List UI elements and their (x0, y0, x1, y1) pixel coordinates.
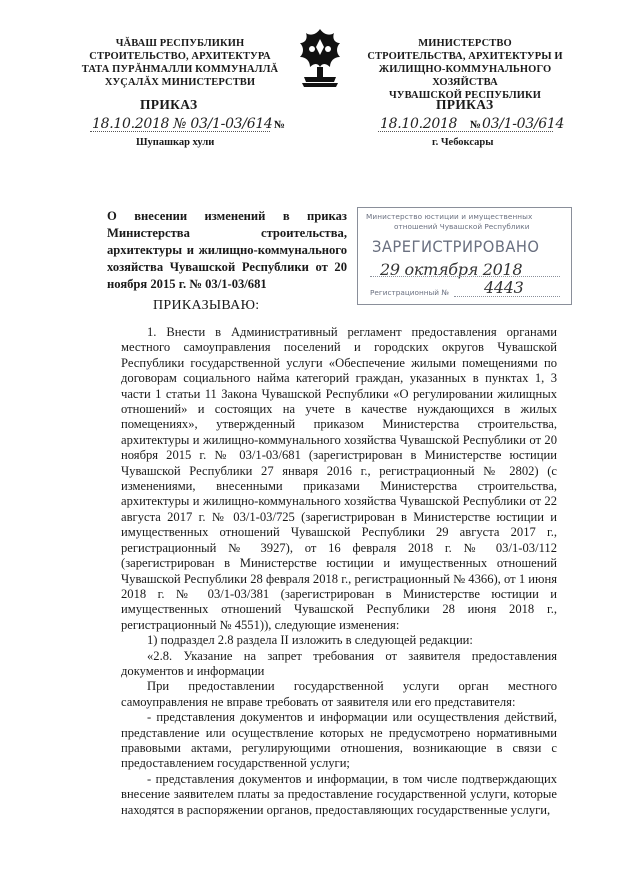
right-org-name (345, 37, 585, 102)
right-doc-type: ПРИКАЗ (436, 97, 494, 112)
stamp-date-handwritten: 29 октября 2018 (380, 260, 523, 279)
right-org-line-4: ЧУВАШСКОЙ РЕСПУБЛИКИ (388, 90, 542, 101)
coat-of-arms-icon (290, 25, 350, 91)
paragraph-2: 1) подраздел 2.8 раздела II изложить в следующей редакции: (147, 633, 473, 648)
right-date-handwritten: 18.10.2018 (380, 116, 458, 132)
document-body (121, 325, 557, 818)
right-org-line-1: МИНИСТЕРСТВО (418, 38, 512, 49)
left-org-line-4: ХУÇАЛĂХ МИНИСТЕРСТВИ (104, 77, 256, 88)
order-word: ПРИКАЗЫВАЮ: (153, 298, 260, 313)
registration-stamp (357, 207, 572, 305)
left-doc-type: ПРИКАЗ (140, 97, 198, 112)
right-number-sign: № (470, 119, 482, 131)
left-number-sign: № (274, 119, 286, 131)
right-city: г. Чебоксары (432, 137, 494, 148)
right-number-handwritten: 03/1-03/614 (482, 116, 565, 132)
right-org-line-2: СТРОИТЕЛЬСТВА, АРХИТЕКТУРЫ И (367, 51, 563, 62)
stamp-ministry-line-1: Министерство юстиции и имущественных (366, 212, 533, 221)
paragraph-3: «2.8. Указание на запрет требования от заявителя предоставления документов и информации (121, 648, 557, 678)
paragraph-1: 1. Внести в Административный регламент предоставления органами местного самоуправления поселений и городских округов Чувашской Республики государственной услуги «Обеспечение жилыми помещениями по договорам социального найма категорий граждан, указанных в пунктах 1, 3 части 1 статьи 11 Закона Чувашской Республики «О регулировании жилищных отношений» и состоящих на учете в качестве нуждающихся в жилых помещениях», утвержденный приказом Министерства строительства, архитектуры и жилищно-коммунального хозяйства Чувашской Республики от 20 ноября 2015 г. № 03/1-03/681 (зарегистрирован в Министерстве юстиции Чувашской Республики 27 января 2016 г., регистрационный № 2802) (с изменениями, внесенными приказами Министерства строительства, архитектуры и жилищно-коммунального хозяйства Чувашской Республики от 22 августа 2017 г. № 03/1-03/725 (зарегистрирован в Министерстве юстиции и имущественных отношений Чувашской Республики 29 августа 2017 г., регистрационный № 3927), от 16 февраля 2018 г. № 03/1-03/112 (зарегистрирован в Министерстве юстиции и имущественных отношений Чувашской Республики 28 февраля 2018 г., регистрационный № 4366), от 1 июня 2018 г. № 03/1-03/381 (зарегистрирован в Министерстве юстиции и имущественных отношений Чувашской Республики 28 июня 2018 г., регистрационный № 4551)), следующие изменения: (121, 325, 557, 632)
right-org-line-3: ЖИЛИЩНО-КОММУНАЛЬНОГО ХОЗЯЙСТВА (378, 64, 552, 88)
stamp-reg-label: Регистрационный № (370, 288, 449, 297)
stamp-reg-number: 4443 (484, 278, 524, 297)
stamp-ministry-line-2: отношений Чувашской Республики (394, 222, 530, 231)
left-org-line-3: ТАТА ПУРĂНМАЛЛИ КОММУНАЛЛĂ (81, 64, 279, 75)
paragraph-6: - представления документов и информации, в том числе подтверждающих внесение заявителем платы за предоставление государственной услуги, которые находятся в распоряжении органов, предоставляющих государственные услуги, (121, 771, 557, 817)
stamp-registered: ЗАРЕГИСТРИРОВАНО (372, 237, 540, 256)
paragraph-5: - представления документов и информации или осуществления действий, представление или осуществление которых не предусмотрено нормативными правовыми актами, регулирующими отношения, возникающие в связи с предоставлением государственной услуги; (121, 710, 557, 771)
right-date-line (378, 116, 568, 138)
left-org-line-1: ЧĂВАШ РЕСПУБЛИКИН (115, 38, 245, 49)
document-title: О внесении изменений в приказ Министерства строительства, архитектуры и жилищно-коммунального хозяйства Чувашской Республики от 20 ноября 2015 г. № 03/1-03/681 (107, 209, 347, 291)
left-org-line-2: СТРОИТЕЛЬСТВО, АРХИТЕКТУРА (89, 51, 271, 62)
left-date-handwritten: 18.10.2018 № 03/1-03/614 (92, 116, 273, 132)
left-date-line (90, 116, 290, 138)
paragraph-4: При предоставлении государственной услуги орган местного самоуправления не вправе требовать от заявителя или его представителя: (121, 679, 557, 709)
left-org-name (60, 37, 300, 89)
left-city: Шупашкар хули (136, 137, 215, 148)
